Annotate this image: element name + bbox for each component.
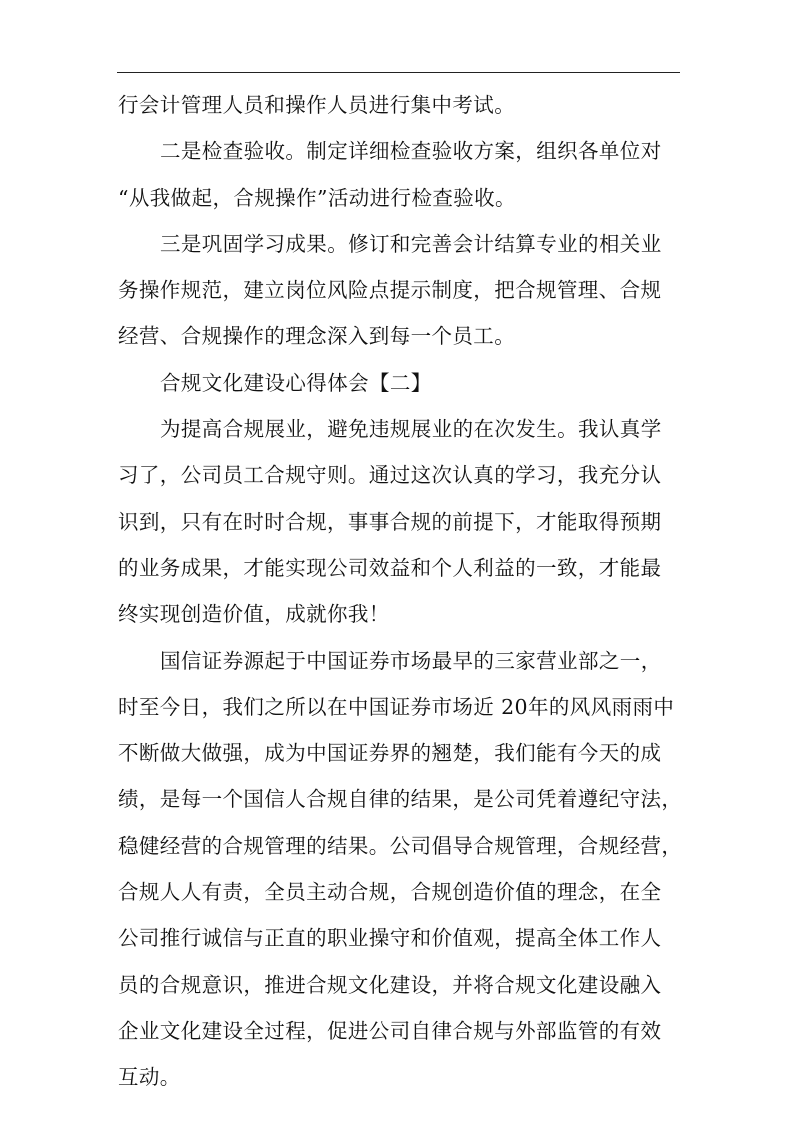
body-line: 员的合规意识，推进合规文化建设，并将合规文化建设融入 — [118, 972, 662, 997]
body-line: 的业务成果，才能实现公司效益和个人利益的一致，才能最 — [118, 555, 662, 580]
paragraph-start-line: 为提高合规展业，避免违规展业的在次发生。我认真学 — [160, 417, 662, 442]
header-rule — [117, 72, 680, 73]
paragraph-start-line: 三是巩固学习成果。修订和完善会计结算专业的相关业 — [160, 231, 662, 256]
body-line: 企业文化建设全过程，促进公司自律合规与外部监管的有效 — [118, 1018, 662, 1043]
body-line: 时至今日，我们之所以在中国证券市场近 20年的风风雨雨中 — [118, 694, 675, 719]
body-line: 终实现创造价值，成就你我！ — [118, 602, 390, 627]
paragraph-start-line: 二是检查验收。制定详细检查验收方案，组织各单位对 — [160, 139, 662, 164]
paragraph-start-line: 国信证券源起于中国证券市场最早的三家营业部之一， — [160, 648, 662, 673]
body-line: “从我做起，合规操作”活动进行检查验收。 — [118, 185, 516, 210]
body-line: 合规人人有责，全员主动合规，合规创造价值的理念，在全 — [118, 880, 662, 905]
body-line: 绩，是每一个国信人合规自律的结果，是公司凭着遵纪守法， — [118, 787, 683, 812]
body-line: 行会计管理人员和操作人员进行集中考试。 — [118, 93, 516, 117]
section-heading: 合规文化建设心得体会【二】 — [160, 370, 432, 395]
document-body — [118, 82, 683, 1101]
body-line: 不断做大做强，成为中国证券界的翘楚，我们能有今天的成 — [118, 741, 662, 766]
body-line: 习了，公司员工合规守则。通过这次认真的学习，我充分认 — [118, 463, 662, 488]
body-line: 经营、合规操作的理念深入到每一个员工。 — [118, 324, 516, 349]
body-line: 互动。 — [118, 1065, 181, 1090]
body-line: 识到，只有在时时合规，事事合规的前提下，才能取得预期 — [118, 509, 662, 534]
body-line: 务操作规范，建立岗位风险点提示制度，把合规管理、合规 — [118, 278, 662, 303]
body-line: 稳健经营的合规管理的结果。公司倡导合规管理，合规经营， — [118, 833, 683, 858]
body-line: 公司推行诚信与正直的职业操守和价值观，提高全体工作人 — [118, 926, 662, 951]
